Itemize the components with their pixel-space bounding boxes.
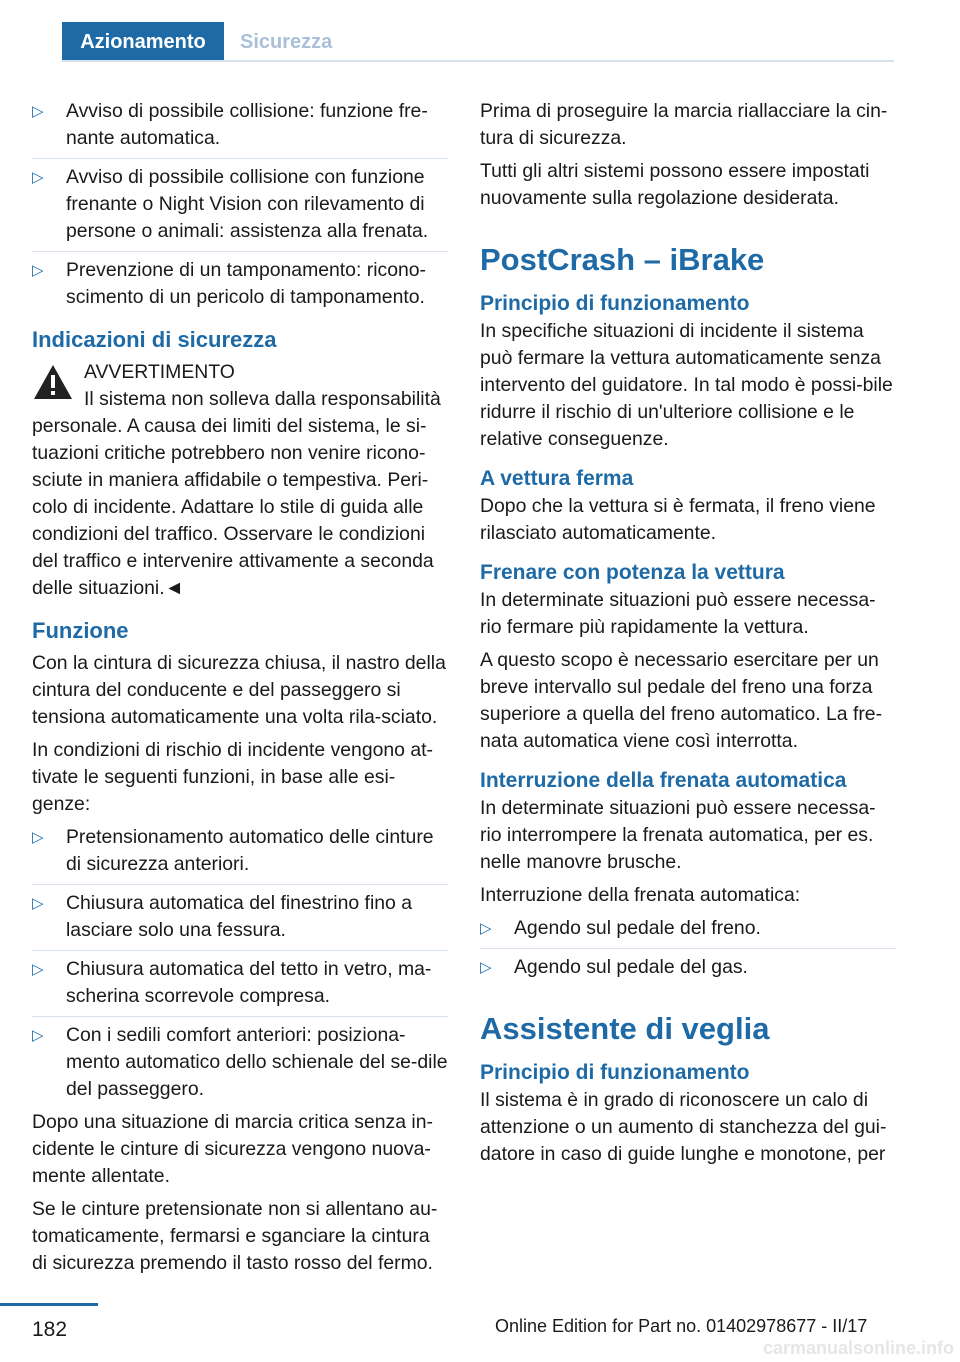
heading-assistant: Assistente di veglia [480,1011,770,1046]
interrupt-list [480,915,896,981]
tab-azionamento[interactable]: Azionamento [62,22,224,62]
paragraph: Se le cinture pretensionate non si allentano au-tomaticamente, fermarsi e sganciare la cintura di sicurezza premendo il tasto rosso del fermo. [32,1198,438,1274]
paragraph: Dopo che la vettura si è fermata, il freno viene rilasciato automaticamente. [480,495,876,544]
left-column [32,98,448,1283]
list-item: ▷ Chiusura automatica del tetto in vetro, ma-scherina scorrevole compresa. [32,950,448,1010]
list-item: ▷ Prevenzione di un tamponamento: ricono-scimento di un pericolo di tamponamento. [32,251,448,311]
paragraph: In specifiche situazioni di incidente il sistema può fermare la vettura automaticamente senza intervento del guidatore. In tal modo è possi-bile ridurre il rischio di un'ulteriore collisione e le relative conseguenze. [480,320,893,450]
heading-postcrash: PostCrash – iBrake [480,242,765,277]
subheading-principle: Principio di funzionamento [480,292,750,315]
subheading-stopped: A vettura ferma [480,467,634,490]
heading-safety: Indicazioni di sicurezza [32,327,277,352]
list-item: ▷ Pretensionamento automatico delle cinture di sicurezza anteriori. [32,826,434,875]
triangle-bullet-icon: ▷ [32,829,44,846]
list-item: ▷ Avviso di possibile collisione: funzione fre-nante automatica. [32,100,428,149]
warning-triangle-icon [32,363,74,401]
triangle-bullet-icon: ▷ [32,262,44,279]
list-item: ▷ Agendo sul pedale del gas. [480,948,896,981]
list-item: ▷ Avviso di possibile collisione con funzione frenante o Night Vision con rilevamento di persone o animali: assistenza alla frenata. [32,158,448,245]
paragraph: Prima di proseguire la marcia riallacciare la cin-tura di sicurezza. [480,100,888,149]
subheading-interrupt: Interruzione della frenata automatica [480,769,847,792]
triangle-bullet-icon: ▷ [32,103,44,120]
edition-label: Online Edition for Part no. 01402978677 - II/17 [495,1316,868,1336]
triangle-bullet-icon: ▷ [480,959,492,976]
right-column [480,98,896,1174]
function-list [32,824,448,1103]
warning-box [32,359,448,602]
triangle-bullet-icon: ▷ [480,920,492,937]
subheading-brake: Frenare con potenza la vettura [480,561,785,584]
heading-function: Funzione [32,618,129,643]
triangle-bullet-icon: ▷ [32,169,44,186]
paragraph: Con la cintura di sicurezza chiusa, il nastro della cintura del conducente e del passeggero si tensiona automaticamente una volta rila-sciato. [32,652,446,728]
paragraph: In determinate situazioni può essere necessa-rio interrompere la frenata automatica, per es. nelle manovre brusche. [480,797,876,873]
page-number: 182 [32,1318,68,1341]
triangle-bullet-icon: ▷ [32,895,44,912]
warning-title: AVVERTIMENTO [84,361,235,383]
paragraph: Il sistema è in grado di riconoscere un calo di attenzione o un aumento di stanchezza del gui-datore in caso di guide lunghe e monotone, per [480,1089,887,1165]
page-header [0,0,960,64]
triangle-bullet-icon: ▷ [32,1027,44,1044]
paragraph: In condizioni di rischio di incidente vengono at-tivate le seguenti funzioni, in base alle esi-genze: [32,739,433,815]
subheading-principle-2: Principio di funzionamento [480,1061,750,1084]
watermark: carmanualsonline.info [762,1338,954,1358]
paragraph: Interruzione della frenata automatica: [480,884,801,906]
tab-sicurezza[interactable]: Sicurezza [240,31,333,53]
warning-text: Il sistema non solleva dalla responsabilità personale. A causa dei limiti del sistema, le si-tuazioni critiche potrebbero non venire ricono-sciute in maniera affidabile o tempestiva. Peri-colo di incidente. Adattare lo stile di guida alle condizioni del traffico. Osservare le condizioni del traffico e intervenire attivamente a seconda delle situazioni.◄ [32,388,441,599]
list-item: ▷ Chiusura automatica del finestrino fino a lasciare solo una fessura. [32,884,448,944]
list-item: ▷ Agendo sul pedale del freno. [480,915,896,942]
list-item: ▷ Con i sedili comfort anteriori: posiziona-mento automatico dello schienale del se-dile del passeggero. [32,1016,448,1103]
paragraph: In determinate situazioni può essere necessa-rio fermare più rapidamente la vettura. [480,589,876,638]
triangle-bullet-icon: ▷ [32,961,44,978]
collision-list [32,98,448,311]
paragraph: A questo scopo è necessario esercitare per un breve intervallo sul pedale del freno una forza superiore a quella del freno automatico. La fre-nata automatica viene così interrotta. [480,649,883,752]
header-divider [62,60,894,62]
paragraph: Tutti gli altri sistemi possono essere impostati nuovamente sulla regolazione desiderata. [480,160,870,209]
footer-divider [0,1303,98,1306]
paragraph: Dopo una situazione di marcia critica senza in-cidente le cinture di sicurezza vengono nuova-mente allentate. [32,1111,433,1187]
